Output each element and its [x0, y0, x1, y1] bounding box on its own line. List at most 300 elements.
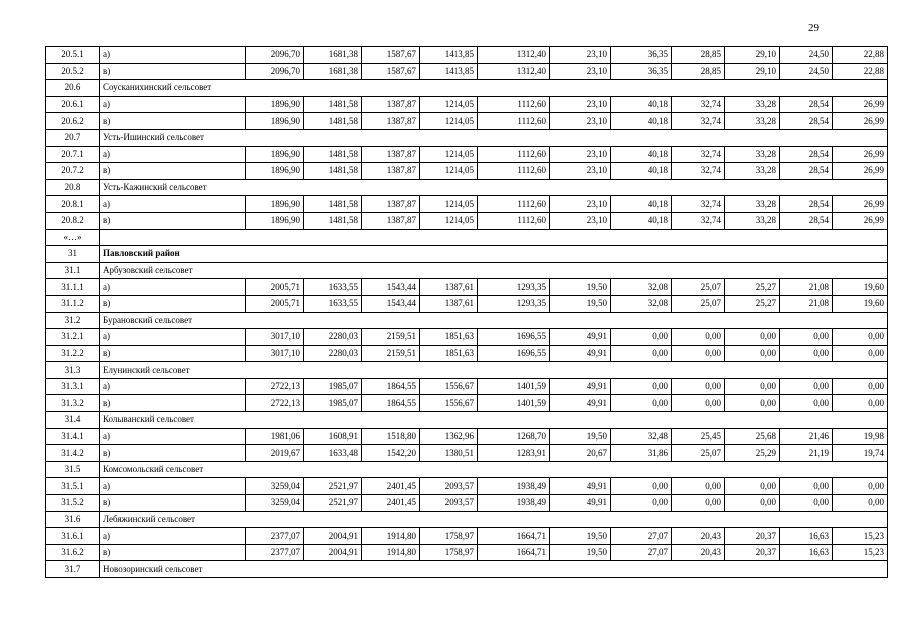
table-row: [46, 445, 888, 462]
row-code-cell: 31.1.1: [46, 279, 100, 296]
value-cell: 1985,07: [304, 395, 362, 412]
value-cell: 1112,60: [478, 113, 550, 130]
value-cell: 20,43: [672, 528, 725, 545]
settlement-name-cell: Новозоринский сельсовет: [100, 561, 888, 578]
table-row: [46, 528, 888, 545]
value-cell: 28,54: [780, 196, 833, 213]
value-cell: 2722,13: [246, 378, 304, 395]
district-name-cell: Павловский район: [100, 246, 888, 263]
value-cell: 2280,03: [304, 329, 362, 346]
row-code-cell: 31.5.2: [46, 495, 100, 512]
value-cell: 1380,51: [420, 445, 478, 462]
value-cell: 23,10: [550, 96, 611, 113]
table-row: [46, 113, 888, 130]
value-cell: 0,00: [833, 495, 888, 512]
row-code-cell: 20.8: [46, 179, 100, 196]
value-cell: 49,91: [550, 495, 611, 512]
row-code-cell: 20.8.2: [46, 212, 100, 229]
row-code-cell: 31.6: [46, 511, 100, 528]
value-cell: 1401,59: [478, 395, 550, 412]
value-cell: 33,28: [725, 212, 780, 229]
value-cell: 1413,85: [420, 63, 478, 80]
district-row: [46, 246, 888, 263]
value-cell: 2521,97: [304, 495, 362, 512]
value-cell: 19,50: [550, 528, 611, 545]
value-cell: 1112,60: [478, 146, 550, 163]
row-code-cell: 31.1.2: [46, 295, 100, 312]
value-cell: 1112,60: [478, 212, 550, 229]
value-cell: 29,10: [725, 47, 780, 64]
value-cell: 32,74: [672, 163, 725, 180]
value-cell: 40,18: [611, 196, 672, 213]
value-cell: 0,00: [833, 329, 888, 346]
row-code-cell: 31.4.2: [46, 445, 100, 462]
value-cell: 25,68: [725, 428, 780, 445]
tariff-table: [45, 46, 888, 578]
value-cell: 26,99: [833, 196, 888, 213]
value-cell: 40,18: [611, 146, 672, 163]
settlement-name-cell: Соусканихинский сельсовет: [100, 80, 888, 97]
value-cell: 21,46: [780, 428, 833, 445]
row-code-cell: 20.6.1: [46, 96, 100, 113]
table-row: [46, 295, 888, 312]
value-cell: 1362,96: [420, 428, 478, 445]
row-label-cell: а): [100, 279, 246, 296]
value-cell: 24,50: [780, 63, 833, 80]
value-cell: 25,07: [672, 445, 725, 462]
value-cell: 1914,80: [362, 528, 420, 545]
value-cell: 2004,91: [304, 544, 362, 561]
value-cell: 20,67: [550, 445, 611, 462]
row-code-cell: 20.6: [46, 80, 100, 97]
row-label-cell: а): [100, 428, 246, 445]
value-cell: 1481,58: [304, 96, 362, 113]
value-cell: 0,00: [833, 345, 888, 362]
value-cell: 1681,38: [304, 63, 362, 80]
value-cell: 1214,05: [420, 196, 478, 213]
row-code-cell: 20.8.1: [46, 196, 100, 213]
value-cell: 1481,58: [304, 196, 362, 213]
value-cell: 33,28: [725, 113, 780, 130]
value-cell: 1214,05: [420, 146, 478, 163]
value-cell: 19,50: [550, 295, 611, 312]
settlement-name-cell: Арбузовский сельсовет: [100, 262, 888, 279]
value-cell: 1387,87: [362, 212, 420, 229]
value-cell: 1864,55: [362, 378, 420, 395]
value-cell: 1481,58: [304, 212, 362, 229]
value-cell: 2521,97: [304, 478, 362, 495]
section-row: [46, 511, 888, 528]
value-cell: 0,00: [780, 345, 833, 362]
value-cell: 49,91: [550, 345, 611, 362]
value-cell: 0,00: [780, 329, 833, 346]
value-cell: 1283,91: [478, 445, 550, 462]
value-cell: 2096,70: [246, 63, 304, 80]
settlement-name-cell: Комсомольский сельсовет: [100, 461, 888, 478]
value-cell: 49,91: [550, 395, 611, 412]
table-row: [46, 63, 888, 80]
value-cell: 1413,85: [420, 47, 478, 64]
value-cell: 1758,97: [420, 528, 478, 545]
table-row: [46, 495, 888, 512]
value-cell: 19,98: [833, 428, 888, 445]
value-cell: 0,00: [672, 395, 725, 412]
value-cell: 1214,05: [420, 212, 478, 229]
value-cell: 1633,55: [304, 295, 362, 312]
value-cell: 21,19: [780, 445, 833, 462]
value-cell: 0,00: [833, 395, 888, 412]
settlement-name-cell: Усть-Кажинский сельсовет: [100, 179, 888, 196]
row-label-cell: а): [100, 96, 246, 113]
settlement-name-cell: Колыванский сельсовет: [100, 412, 888, 429]
row-code-cell: 31.5.1: [46, 478, 100, 495]
value-cell: 3259,04: [246, 495, 304, 512]
row-label-cell: в): [100, 345, 246, 362]
value-cell: 1387,87: [362, 146, 420, 163]
value-cell: 2096,70: [246, 47, 304, 64]
value-cell: 1608,91: [304, 428, 362, 445]
value-cell: 32,74: [672, 113, 725, 130]
row-label-cell: в): [100, 63, 246, 80]
value-cell: 0,00: [725, 395, 780, 412]
row-code-cell: 20.7: [46, 129, 100, 146]
value-cell: 0,00: [725, 329, 780, 346]
value-cell: 1112,60: [478, 196, 550, 213]
row-code-cell: 31.1: [46, 262, 100, 279]
value-cell: 1696,55: [478, 345, 550, 362]
row-code-cell: 31.4.1: [46, 428, 100, 445]
value-cell: 1587,67: [362, 63, 420, 80]
value-cell: 26,99: [833, 113, 888, 130]
value-cell: 1387,87: [362, 163, 420, 180]
value-cell: 40,18: [611, 212, 672, 229]
row-label-cell: в): [100, 113, 246, 130]
value-cell: 0,00: [780, 495, 833, 512]
row-label-cell: а): [100, 478, 246, 495]
value-cell: 1681,38: [304, 47, 362, 64]
value-cell: 0,00: [672, 329, 725, 346]
value-cell: 1312,40: [478, 63, 550, 80]
value-cell: 2019,67: [246, 445, 304, 462]
value-cell: 1896,90: [246, 163, 304, 180]
value-cell: 1896,90: [246, 146, 304, 163]
value-cell: 1387,61: [420, 279, 478, 296]
value-cell: 1985,07: [304, 378, 362, 395]
value-cell: 1481,58: [304, 113, 362, 130]
value-cell: 1214,05: [420, 96, 478, 113]
value-cell: 19,60: [833, 279, 888, 296]
value-cell: 0,00: [672, 345, 725, 362]
row-label-cell: а): [100, 378, 246, 395]
value-cell: 19,50: [550, 279, 611, 296]
table-row: [46, 146, 888, 163]
value-cell: 0,00: [725, 495, 780, 512]
row-label-cell: в): [100, 295, 246, 312]
value-cell: 2159,51: [362, 345, 420, 362]
value-cell: 32,74: [672, 146, 725, 163]
value-cell: 1696,55: [478, 329, 550, 346]
row-label-cell: а): [100, 196, 246, 213]
value-cell: 0,00: [611, 345, 672, 362]
value-cell: 2401,45: [362, 495, 420, 512]
value-cell: 25,29: [725, 445, 780, 462]
value-cell: 23,10: [550, 212, 611, 229]
value-cell: 0,00: [780, 478, 833, 495]
row-label-cell: в): [100, 163, 246, 180]
value-cell: 0,00: [833, 378, 888, 395]
value-cell: 1518,80: [362, 428, 420, 445]
value-cell: 28,85: [672, 63, 725, 80]
value-cell: 0,00: [833, 478, 888, 495]
row-code-cell: 31: [46, 246, 100, 263]
table-body: [46, 47, 888, 578]
value-cell: 1214,05: [420, 163, 478, 180]
value-cell: 1633,48: [304, 445, 362, 462]
table-row: [46, 163, 888, 180]
row-code-cell: 31.6.2: [46, 544, 100, 561]
value-cell: 49,91: [550, 378, 611, 395]
value-cell: 0,00: [725, 478, 780, 495]
value-cell: 23,10: [550, 146, 611, 163]
value-cell: 32,48: [611, 428, 672, 445]
row-label-cell: а): [100, 528, 246, 545]
row-label-cell: в): [100, 495, 246, 512]
value-cell: 28,54: [780, 113, 833, 130]
row-code-cell: 31.2: [46, 312, 100, 329]
value-cell: 36,35: [611, 63, 672, 80]
row-code-cell: 31.5: [46, 461, 100, 478]
value-cell: 19,74: [833, 445, 888, 462]
row-label-cell: а): [100, 47, 246, 64]
value-cell: 1896,90: [246, 196, 304, 213]
value-cell: 1543,44: [362, 295, 420, 312]
row-code-cell: 20.5.2: [46, 63, 100, 80]
value-cell: 0,00: [611, 378, 672, 395]
value-cell: 1938,49: [478, 495, 550, 512]
value-cell: 21,08: [780, 279, 833, 296]
row-code-cell: 31.3: [46, 362, 100, 379]
value-cell: 26,99: [833, 212, 888, 229]
value-cell: 0,00: [780, 378, 833, 395]
row-code-cell: 31.3.1: [46, 378, 100, 395]
value-cell: 32,74: [672, 212, 725, 229]
table-row: [46, 345, 888, 362]
value-cell: 25,27: [725, 279, 780, 296]
value-cell: 2159,51: [362, 329, 420, 346]
value-cell: 3017,10: [246, 345, 304, 362]
value-cell: 32,74: [672, 196, 725, 213]
table-row: [46, 544, 888, 561]
value-cell: 19,50: [550, 544, 611, 561]
table-row: [46, 329, 888, 346]
row-label-cell: а): [100, 146, 246, 163]
row-label-cell: в): [100, 445, 246, 462]
value-cell: 19,60: [833, 295, 888, 312]
table-row: [46, 478, 888, 495]
value-cell: 1981,06: [246, 428, 304, 445]
empty-span-cell: [100, 229, 888, 246]
value-cell: 1543,44: [362, 279, 420, 296]
value-cell: 3017,10: [246, 329, 304, 346]
row-label-cell: в): [100, 395, 246, 412]
table-row: [46, 428, 888, 445]
value-cell: 2093,57: [420, 495, 478, 512]
settlement-name-cell: Бурановский сельсовет: [100, 312, 888, 329]
value-cell: 28,54: [780, 163, 833, 180]
row-code-cell: 31.4: [46, 412, 100, 429]
value-cell: 0,00: [611, 495, 672, 512]
value-cell: 1896,90: [246, 113, 304, 130]
value-cell: 26,99: [833, 163, 888, 180]
row-code-cell: 20.7.1: [46, 146, 100, 163]
value-cell: 1664,71: [478, 528, 550, 545]
value-cell: 1268,70: [478, 428, 550, 445]
row-code-cell: 20.7.2: [46, 163, 100, 180]
value-cell: 28,54: [780, 146, 833, 163]
value-cell: 1896,90: [246, 212, 304, 229]
value-cell: 23,10: [550, 47, 611, 64]
table-row: [46, 196, 888, 213]
value-cell: 0,00: [611, 478, 672, 495]
table-row: [46, 47, 888, 64]
value-cell: 28,54: [780, 96, 833, 113]
value-cell: 1664,71: [478, 544, 550, 561]
table-row: [46, 378, 888, 395]
value-cell: 1864,55: [362, 395, 420, 412]
section-row: [46, 129, 888, 146]
value-cell: 25,45: [672, 428, 725, 445]
value-cell: 23,10: [550, 196, 611, 213]
row-code-cell: 31.6.1: [46, 528, 100, 545]
value-cell: 1293,35: [478, 295, 550, 312]
settlement-name-cell: Елунинский сельсовет: [100, 362, 888, 379]
value-cell: 49,91: [550, 329, 611, 346]
value-cell: 15,23: [833, 544, 888, 561]
value-cell: 0,00: [672, 378, 725, 395]
row-code-cell: «…»: [46, 229, 100, 246]
value-cell: 0,00: [611, 329, 672, 346]
value-cell: 1758,97: [420, 544, 478, 561]
value-cell: 33,28: [725, 146, 780, 163]
value-cell: 0,00: [725, 345, 780, 362]
value-cell: 1556,67: [420, 378, 478, 395]
section-row: [46, 461, 888, 478]
value-cell: 22,88: [833, 63, 888, 80]
value-cell: 1293,35: [478, 279, 550, 296]
value-cell: 1214,05: [420, 113, 478, 130]
ellipsis-row: [46, 229, 888, 246]
value-cell: 22,88: [833, 47, 888, 64]
value-cell: 32,08: [611, 295, 672, 312]
value-cell: 32,08: [611, 279, 672, 296]
section-row: [46, 412, 888, 429]
value-cell: 0,00: [780, 395, 833, 412]
value-cell: 2004,91: [304, 528, 362, 545]
row-code-cell: 20.6.2: [46, 113, 100, 130]
section-row: [46, 262, 888, 279]
row-code-cell: 31.7: [46, 561, 100, 578]
value-cell: 1938,49: [478, 478, 550, 495]
section-row: [46, 561, 888, 578]
value-cell: 0,00: [672, 495, 725, 512]
value-cell: 23,10: [550, 163, 611, 180]
section-row: [46, 362, 888, 379]
value-cell: 1851,63: [420, 345, 478, 362]
value-cell: 1112,60: [478, 96, 550, 113]
value-cell: 19,50: [550, 428, 611, 445]
page-number: 29: [808, 22, 819, 34]
value-cell: 1542,20: [362, 445, 420, 462]
value-cell: 31,86: [611, 445, 672, 462]
section-row: [46, 312, 888, 329]
value-cell: 40,18: [611, 113, 672, 130]
value-cell: 2377,07: [246, 544, 304, 561]
section-row: [46, 80, 888, 97]
row-label-cell: а): [100, 329, 246, 346]
settlement-name-cell: Лебяжинский сельсовет: [100, 511, 888, 528]
value-cell: 1387,61: [420, 295, 478, 312]
value-cell: 28,85: [672, 47, 725, 64]
value-cell: 0,00: [611, 395, 672, 412]
value-cell: 15,23: [833, 528, 888, 545]
section-row: [46, 179, 888, 196]
value-cell: 27,07: [611, 544, 672, 561]
value-cell: 2722,13: [246, 395, 304, 412]
value-cell: 33,28: [725, 196, 780, 213]
value-cell: 1112,60: [478, 163, 550, 180]
value-cell: 26,99: [833, 146, 888, 163]
row-label-cell: в): [100, 544, 246, 561]
value-cell: 20,37: [725, 544, 780, 561]
value-cell: 2005,71: [246, 295, 304, 312]
value-cell: 23,10: [550, 63, 611, 80]
value-cell: 26,99: [833, 96, 888, 113]
table-row: [46, 395, 888, 412]
value-cell: 28,54: [780, 212, 833, 229]
value-cell: 27,07: [611, 528, 672, 545]
value-cell: 29,10: [725, 63, 780, 80]
value-cell: 0,00: [672, 478, 725, 495]
value-cell: 32,74: [672, 96, 725, 113]
value-cell: 1556,67: [420, 395, 478, 412]
row-code-cell: 20.5.1: [46, 47, 100, 64]
value-cell: 16,63: [780, 544, 833, 561]
value-cell: 1481,58: [304, 163, 362, 180]
row-label-cell: в): [100, 212, 246, 229]
table-row: [46, 212, 888, 229]
value-cell: 23,10: [550, 113, 611, 130]
row-code-cell: 31.2.2: [46, 345, 100, 362]
value-cell: 2280,03: [304, 345, 362, 362]
value-cell: 40,18: [611, 163, 672, 180]
value-cell: 3259,04: [246, 478, 304, 495]
value-cell: 1387,87: [362, 96, 420, 113]
value-cell: 2377,07: [246, 528, 304, 545]
value-cell: 1312,40: [478, 47, 550, 64]
value-cell: 24,50: [780, 47, 833, 64]
table-row: [46, 96, 888, 113]
value-cell: 40,18: [611, 96, 672, 113]
table-row: [46, 279, 888, 296]
value-cell: 49,91: [550, 478, 611, 495]
value-cell: 1387,87: [362, 196, 420, 213]
value-cell: 2093,57: [420, 478, 478, 495]
value-cell: 21,08: [780, 295, 833, 312]
value-cell: 25,07: [672, 279, 725, 296]
value-cell: 36,35: [611, 47, 672, 64]
value-cell: 33,28: [725, 96, 780, 113]
value-cell: 1851,63: [420, 329, 478, 346]
